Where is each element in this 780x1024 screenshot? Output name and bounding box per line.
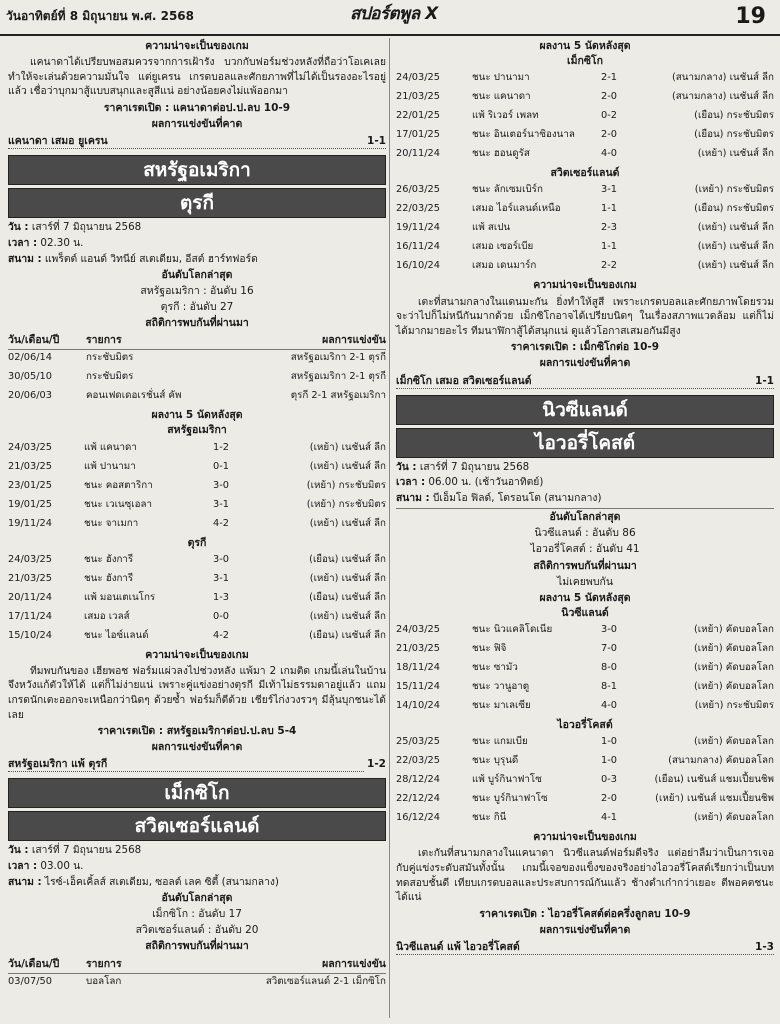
match-time: เวลา : 06.00 น. (เช้าวันอาทิตย์) (396, 476, 544, 489)
form-date: 22/01/25 (396, 110, 440, 122)
form-date: 21/03/25 (396, 643, 440, 655)
opening-odds: ราคาเรตเปิด : แคนาดาต่อป.ป.ลบ 10-9 (103, 101, 291, 114)
form-venue: (เหย้า) เนชันส์ ลีก (697, 241, 774, 253)
form-venue: (เหย้า) คัดบอลโลก (693, 812, 774, 824)
form-date: 21/03/25 (396, 91, 440, 103)
form-res: แพ้ มอนเตเนโกร (84, 591, 156, 603)
form-row (8, 497, 386, 516)
form-score: 2-0 (601, 129, 618, 141)
form-res: แพ้ บูร์กินาฟาโซ (472, 774, 542, 786)
form-date: 15/11/24 (396, 681, 440, 693)
form-score: 7-0 (601, 643, 618, 655)
analysis-paragraph: เตะที่สนามกลางในแดนมะกัน ยิ่งทำให้สูสี เพราะเกรดบอลและศักยภาพโดยรวมจะว่าไปก็ไม่หนีกันมากด้วย เม็กซิโกอาจได้เปรียบนิดๆ ในเรื่องสภาพแวดล้อม แต่ก็ไม่ได้มากมายอะไร ทีมนาฬิกาสู้ได้สนุกแน่ ดูแล้วโอกาสเสมอกันมีสูง (396, 295, 774, 337)
form-res: ชนะ นิวแคลิโดเนีย (472, 624, 553, 636)
prediction-score: 1-2 (367, 758, 386, 771)
team-banner-home: สหรัฐอเมริกา (8, 155, 386, 185)
team-banner-home: เม็กซิโก (8, 778, 386, 808)
form-res: ชนะ ฮอนดูรัส (472, 148, 530, 160)
form-score: 2-0 (601, 91, 618, 103)
prediction-title: ผลการแข่งขันที่คาด (539, 923, 631, 936)
form-score: 3-1 (213, 498, 230, 510)
form-away-table (396, 734, 774, 829)
prediction-text: แคนาดา เสมอ ยูเครน (8, 135, 108, 148)
form-date: 22/03/25 (396, 755, 440, 767)
form-score: 3-1 (213, 572, 230, 584)
form-venue: (เยือน) กระชับมิตร (694, 129, 774, 141)
form-score: 1-1 (601, 241, 618, 253)
form-row (396, 698, 774, 717)
opening-odds: ราคาเรตเปิด : เม็กซิโกต่อ 10-9 (510, 341, 660, 354)
form-score: 0-3 (601, 774, 618, 786)
form-row (396, 641, 774, 660)
h2h-row (8, 350, 386, 369)
form-venue: (เหย้า) เนชันส์ ลีก (697, 148, 774, 160)
form-row (396, 108, 774, 127)
form-venue: (เยือน) เนชันส์ ลีก (309, 553, 386, 565)
form-date: 19/01/25 (8, 498, 52, 510)
form-date: 19/11/24 (396, 222, 440, 234)
form-venue: (เหย้า) คัดบอลโลก (693, 662, 774, 674)
form-row (8, 478, 386, 497)
form-date: 22/12/24 (396, 793, 440, 805)
team-banner-away: ตุรกี (8, 188, 386, 218)
form-date: 28/12/24 (396, 774, 440, 786)
form-score: 0-0 (213, 610, 230, 622)
form-res: ชนะ ปานามา (472, 72, 530, 84)
form-score: 1-0 (601, 736, 618, 748)
form-venue: (เยือน) กระชับมิตร (694, 203, 774, 215)
h2h-result: ตุรกี 2-1 สหรัฐอเมริกา (290, 390, 386, 402)
prediction-score: 1-3 (755, 940, 774, 953)
h2h-result: สวิตเซอร์แลนด์ 2-1 เม็กซิโก (265, 975, 386, 987)
prediction-score: 1-1 (367, 135, 386, 148)
form-score: 1-1 (601, 203, 618, 215)
form-row (396, 791, 774, 810)
form-res: ชนะ เวเนซุเอลา (84, 498, 153, 510)
prediction-title: ผลการแข่งขันที่คาด (151, 741, 243, 754)
form-date: 14/10/24 (396, 700, 440, 712)
h2h-date: 02/06/14 (8, 352, 52, 364)
form-row (8, 628, 386, 647)
team-banner-home: นิวซีแลนด์ (396, 395, 774, 425)
h2h-none: ไม่เคยพบกัน (556, 575, 614, 588)
form-res: ชนะ บุรุนดี (472, 755, 519, 767)
form-res: แพ้ ริเวอร์ เพลท (472, 110, 539, 122)
analysis-paragraph: แคนาดาได้เปรียบพอสมควรจากการเฝ้ารัง บวกกับฟอร์มช่วงหลังที่ถือว่าโอเคเลย ทำให้จะเล่นด้วยความมั่นใจ แต่ยูเครน เกรดบอลและศักยภาพที่ไม่ได้เป็นรองอะไรอยู่แล้ว เชื่อว่าบุกมาสู้แบบสนุกและสูสีแน่ อย่างน้อยคงไม่แพ้ออกมา (8, 56, 386, 98)
form-venue: (เหย้า) กระชับมิตร (694, 184, 774, 196)
form-home-title: นิวซีแลนด์ (561, 606, 609, 619)
form-row (396, 258, 774, 277)
h2h-comp: กระชับมิตร (86, 352, 134, 364)
form-venue: (สนามกลาง) เนชันส์ ลีก (671, 72, 774, 84)
form-title: ผลงาน 5 นัดหลังสุด (539, 40, 631, 52)
form-res: เสมอ เวลส์ (84, 610, 130, 622)
form-res: ชนะ อินเตอร์นาซิองนาล (472, 129, 575, 141)
match-time: เวลา : 02.30 น. (8, 237, 84, 250)
form-row (396, 239, 774, 258)
form-score: 2-3 (601, 222, 618, 234)
form-home-table (8, 440, 386, 535)
prob-title: ความน่าจะเป็นของเกม (533, 831, 637, 844)
h2h-header: วัน/เดือน/ปี รายการ ผลการแข่งขัน (8, 332, 386, 350)
prediction-score: 1-1 (755, 374, 774, 387)
form-row (396, 89, 774, 108)
prob-title: ความน่าจะเป็นของเกม (533, 279, 637, 292)
form-away-title: สวิตเซอร์แลนด์ (550, 167, 620, 180)
form-score: 3-0 (213, 479, 230, 491)
h2h-result: สหรัฐอเมริกา 2-1 ตุรกี (290, 371, 386, 383)
form-row (8, 609, 386, 628)
rank-home: เม็กซิโก : อันดับ 17 (152, 908, 242, 921)
form-res: ชนะ ฮังการี (84, 572, 134, 584)
match-venue: สนาม : บีเอ็มโอ ฟิลด์, โตรอนโต (สนามกลาง) (396, 492, 602, 505)
form-date: 17/01/25 (396, 129, 440, 141)
form-score: 2-0 (601, 793, 618, 805)
h2h-row (8, 369, 386, 388)
masthead-logo: สปอร์ตพูล X (350, 4, 438, 24)
form-score: 4-0 (601, 148, 618, 160)
form-res: ชนะ คอสตาริกา (84, 479, 153, 491)
form-date: 24/03/25 (396, 624, 440, 636)
form-row (396, 127, 774, 146)
h2h-title: สถิติการพบกันที่ผ่านมา (145, 317, 249, 330)
form-row (396, 679, 774, 698)
form-row (396, 220, 774, 239)
form-date: 22/03/25 (396, 203, 440, 215)
form-row (396, 734, 774, 753)
form-row (396, 810, 774, 829)
right-column (396, 38, 774, 961)
form-away-title: ไอวอรี่โคสต์ (557, 719, 613, 732)
form-score: 2-2 (601, 260, 618, 272)
h2h-comp: คอนเฟดเดอเรชั่นส์ คัพ (86, 390, 182, 402)
form-venue: (เหย้า) คัดบอลโลก (693, 681, 774, 693)
form-score: 1-0 (601, 755, 618, 767)
form-score: 4-1 (601, 812, 618, 824)
form-title: ผลงาน 5 นัดหลังสุด (539, 591, 631, 604)
prediction-text: เม็กซิโก เสมอ สวิตเซอร์แลนด์ (396, 374, 532, 387)
form-date: 19/11/24 (8, 517, 52, 529)
form-res: เสมอ ไอร์แลนด์เหนือ (472, 203, 561, 215)
prediction-text: นิวซีแลนด์ แพ้ ไอวอรี่โคสต์ (396, 940, 520, 953)
form-date: 16/10/24 (396, 260, 440, 272)
h2h-date: 30/05/10 (8, 371, 52, 383)
h2h-comp: บอลโลก (86, 975, 122, 987)
form-row (396, 772, 774, 791)
form-res: ชนะ ไอซ์แลนด์ (84, 629, 149, 641)
form-venue: (เหย้า) คัดบอลโลก (693, 624, 774, 636)
h2h-table (8, 974, 386, 993)
page-number: 19 (735, 4, 766, 29)
form-row (396, 753, 774, 772)
form-venue: (เหย้า) เนชันส์ แชมเปี้ยนชิพ (655, 793, 774, 805)
prediction-title: ผลการแข่งขันที่คาด (539, 357, 631, 370)
form-title: ผลงาน 5 นัดหลังสุด (151, 409, 243, 422)
h2h-row (8, 388, 386, 407)
form-res: ชนะ วานูอาตู (472, 681, 530, 693)
form-res: ชนะ ฟิจิ (472, 643, 507, 655)
rank-home: นิวซีแลนด์ : อันดับ 86 (534, 527, 636, 540)
form-away-table (8, 552, 386, 647)
form-score: 1-3 (213, 591, 230, 603)
rank-away: สวิตเซอร์แลนด์ : อันดับ 20 (135, 924, 259, 937)
opening-odds: ราคาเรตเปิด : ไอวอรี่โคสต์ต่อครึ่งลูกลบ 10-9 (479, 907, 691, 920)
form-row (8, 516, 386, 535)
form-res: ชนะ ซามัว (472, 662, 518, 674)
form-res: ชนะ แกมเบีย (472, 736, 528, 748)
form-row (396, 146, 774, 165)
form-res: ชนะ มาเลเซีย (472, 700, 531, 712)
form-res: ชนะ แคนาดา (472, 91, 531, 103)
prediction-text: สหรัฐอเมริกา แพ้ ตุรกี (8, 758, 108, 771)
form-date: 21/03/25 (8, 460, 52, 472)
form-venue: (สนามกลาง) เนชันส์ ลีก (671, 91, 774, 103)
h2h-title: สถิติการพบกันที่ผ่านมา (533, 559, 637, 572)
form-res: แพ้ ปานามา (84, 460, 136, 472)
rank-title: อันดับโลกล่าสุด (549, 511, 621, 524)
form-score: 3-1 (601, 184, 618, 196)
form-date: 20/11/24 (8, 591, 52, 603)
prediction-line (8, 758, 386, 772)
h2h-date: 03/07/50 (8, 975, 52, 987)
form-venue: (เยือน) กระชับมิตร (694, 110, 774, 122)
form-score: 8-0 (601, 662, 618, 674)
form-row (396, 201, 774, 220)
rank-home: สหรัฐอเมริกา : อันดับ 16 (140, 284, 254, 297)
form-score: 4-0 (601, 700, 618, 712)
form-home-table (396, 70, 774, 165)
match-venue: สนาม : แพร็ตต์ แอนด์ วิทนีย์ สเตเดียม, อีสต์ ฮาร์ทฟอร์ด (8, 252, 258, 265)
form-venue: (เหย้า) คัดบอลโลก (693, 643, 774, 655)
form-res: ชนะ ฮังการี (84, 553, 134, 565)
form-date: 20/11/24 (396, 148, 440, 160)
left-column (8, 38, 386, 993)
form-row (396, 622, 774, 641)
form-res: แพ้ สเปน (472, 222, 511, 234)
form-date: 24/03/25 (396, 72, 440, 84)
form-score: 4-2 (213, 517, 230, 529)
analysis-paragraph: เตะกันที่สนามกลางในแคนาดา นิวซีแลนด์ฟอร์มดีจริง แต่อย่าลืมว่าเป็นการเจอกับคู่แข่งระดับสมันทั้งนั้น เกมนี้เจอของแข็งของจริงอย่างไอวอรี่โคสต์เรียกว่าเป็นบททดสอบชั้นดี เทียบเกรดบอลและประสบการณ์กันแล้ว ช้างดำเก๋ากว่าเยอะ ตีพอคตชนะได้แน่ (396, 847, 774, 904)
form-date: 17/11/24 (8, 610, 52, 622)
form-score: 0-1 (213, 460, 230, 472)
h2h-date: 20/06/03 (8, 390, 52, 402)
h2h-title: สถิติการพบกันที่ผ่านมา (145, 940, 249, 953)
form-venue: (เหย้า) เนชันส์ ลีก (309, 460, 386, 472)
form-res: เสมอ เซอร์เบีย (472, 241, 534, 253)
form-venue: (เหย้า) เนชันส์ ลีก (697, 260, 774, 272)
page-header (0, 0, 780, 36)
match-venue: สนาม : ไรซ์-เอ็คเคิ้ลส์ สเตเดียม, ซอลต์ เลค ซิตี้ (สนามกลาง) (8, 876, 279, 889)
form-home-title: สหรัฐอเมริกา (167, 424, 227, 437)
column-divider (389, 38, 390, 1018)
rank-away: ตุรกี : อันดับ 27 (160, 301, 234, 314)
form-venue: (เยือน) เนชันส์ ลีก (309, 591, 386, 603)
form-score: 2-1 (601, 72, 618, 84)
form-venue: (เหย้า) เนชันส์ ลีก (697, 222, 774, 234)
rank-away: ไอวอรี่โคสต์ : อันดับ 41 (530, 543, 640, 556)
form-row (396, 182, 774, 201)
team-banner-away: สวิตเซอร์แลนด์ (8, 811, 386, 841)
form-row (396, 70, 774, 89)
form-score: 3-0 (213, 553, 230, 565)
form-venue: (เหย้า) เนชันส์ ลีก (309, 610, 386, 622)
prob-title: ความน่าจะเป็นของเกม (145, 648, 249, 661)
form-away-table (396, 182, 774, 277)
form-res: เสมอ เดนมาร์ก (472, 260, 537, 272)
form-score: 0-2 (601, 110, 618, 122)
form-date: 24/03/25 (8, 441, 52, 453)
form-res: ชนะ ลักเซมเบิร์ก (472, 184, 543, 196)
prediction-line (396, 941, 774, 955)
form-date: 25/03/25 (396, 736, 440, 748)
form-venue: (เหย้า) เนชันส์ ลีก (309, 572, 386, 584)
match-day: วัน : เสาร์ที่ 7 มิถุนายน 2568 (8, 844, 142, 857)
form-date: 15/10/24 (8, 629, 52, 641)
issue-date: วันอาทิตย์ที่ 8 มิถุนายน พ.ศ. 2568 (6, 9, 194, 23)
match-day: วัน : เสาร์ที่ 7 มิถุนายน 2568 (396, 460, 530, 473)
form-date: 24/03/25 (8, 553, 52, 565)
form-date: 21/03/25 (8, 572, 52, 584)
form-row (396, 660, 774, 679)
form-res: แพ้ แคนาดา (84, 441, 137, 453)
prediction-line (396, 375, 774, 389)
prediction-line (8, 135, 386, 149)
form-res: ชนะ บูร์กินาฟาโซ (472, 793, 548, 805)
form-date: 18/11/24 (396, 662, 440, 674)
match-time: เวลา : 03.00 น. (8, 860, 84, 873)
rank-title: อันดับโลกล่าสุด (161, 892, 233, 905)
h2h-result: สหรัฐอเมริกา 2-1 ตุรกี (290, 352, 386, 364)
opening-odds: ราคาเรตเปิด : สหรัฐอเมริกาต่อป.ป.ลบ 5-4 (97, 725, 297, 738)
form-venue: (เหย้า) คัดบอลโลก (693, 736, 774, 748)
h2h-header: วัน/เดือน/ปี รายการ ผลการแข่งขัน (8, 956, 386, 974)
section-rule (396, 508, 774, 509)
form-date: 16/11/24 (396, 241, 440, 253)
form-score: 8-1 (601, 681, 618, 693)
form-venue: (สนามกลาง) คัดบอลโลก (668, 755, 774, 767)
form-date: 26/03/25 (396, 184, 440, 196)
form-venue: (เยือน) เนชันส์ แชมเปี้ยนชิพ (654, 774, 774, 786)
form-venue: (เหย้า) กระชับมิตร (306, 498, 386, 510)
rank-title: อันดับโลกล่าสุด (161, 268, 233, 281)
form-venue: (เหย้า) เนชันส์ ลีก (309, 441, 386, 453)
form-venue: (เหย้า) เนชันส์ ลีก (309, 517, 386, 529)
form-venue: (เหย้า) กระชับมิตร (694, 700, 774, 712)
form-date: 23/01/25 (8, 479, 52, 491)
section-title: ความน่าจะเป็นของเกม (145, 40, 249, 52)
form-score: 4-2 (213, 629, 230, 641)
form-row (8, 590, 386, 609)
form-home-table (396, 622, 774, 717)
h2h-row (8, 974, 386, 993)
form-away-title: ตุรกี (187, 536, 207, 549)
analysis-paragraph: ทีมพบกันของ เฮียพอช ฟอร์มแผ่วลงไปช่วงหลัง แพ้มา 2 เกมติด เกมนี้เล่นในบ้านจึงหวังแก้ตัวให้ได้ แต่ก็ไม่ง่ายแน่ เพราะคู่แข่งอย่างตุรกี มีเท้าไม่ธรรมดาอยู่แล้ว แถมเกรดนักเตะออกจะเหนือกว่านิดๆ ด้วยซ้ำ ฟอร์มก็ดีด้วย เชียร์ไก่งวงรวๆ มีลุ้นบุกชนะได้เลย (8, 664, 386, 721)
form-row (8, 440, 386, 459)
form-venue: (เหย้า) กระชับมิตร (306, 479, 386, 491)
h2h-comp: กระชับมิตร (86, 371, 134, 383)
form-row (8, 571, 386, 590)
form-res: ชนะ กินี (472, 812, 507, 824)
form-score: 3-0 (601, 624, 618, 636)
team-banner-away: ไอวอรี่โคสต์ (396, 428, 774, 458)
form-venue: (เยือน) เนชันส์ ลีก (309, 629, 386, 641)
form-row (8, 552, 386, 571)
match-day: วัน : เสาร์ที่ 7 มิถุนายน 2568 (8, 221, 142, 234)
h2h-table (8, 350, 386, 407)
form-home-title: เม็กซิโก (567, 55, 603, 68)
form-res: ชนะ จาเมกา (84, 517, 139, 529)
form-row (8, 459, 386, 478)
prediction-title: ผลการแข่งขันที่คาด (151, 118, 243, 131)
form-date: 16/12/24 (396, 812, 440, 824)
form-score: 1-2 (213, 441, 230, 453)
